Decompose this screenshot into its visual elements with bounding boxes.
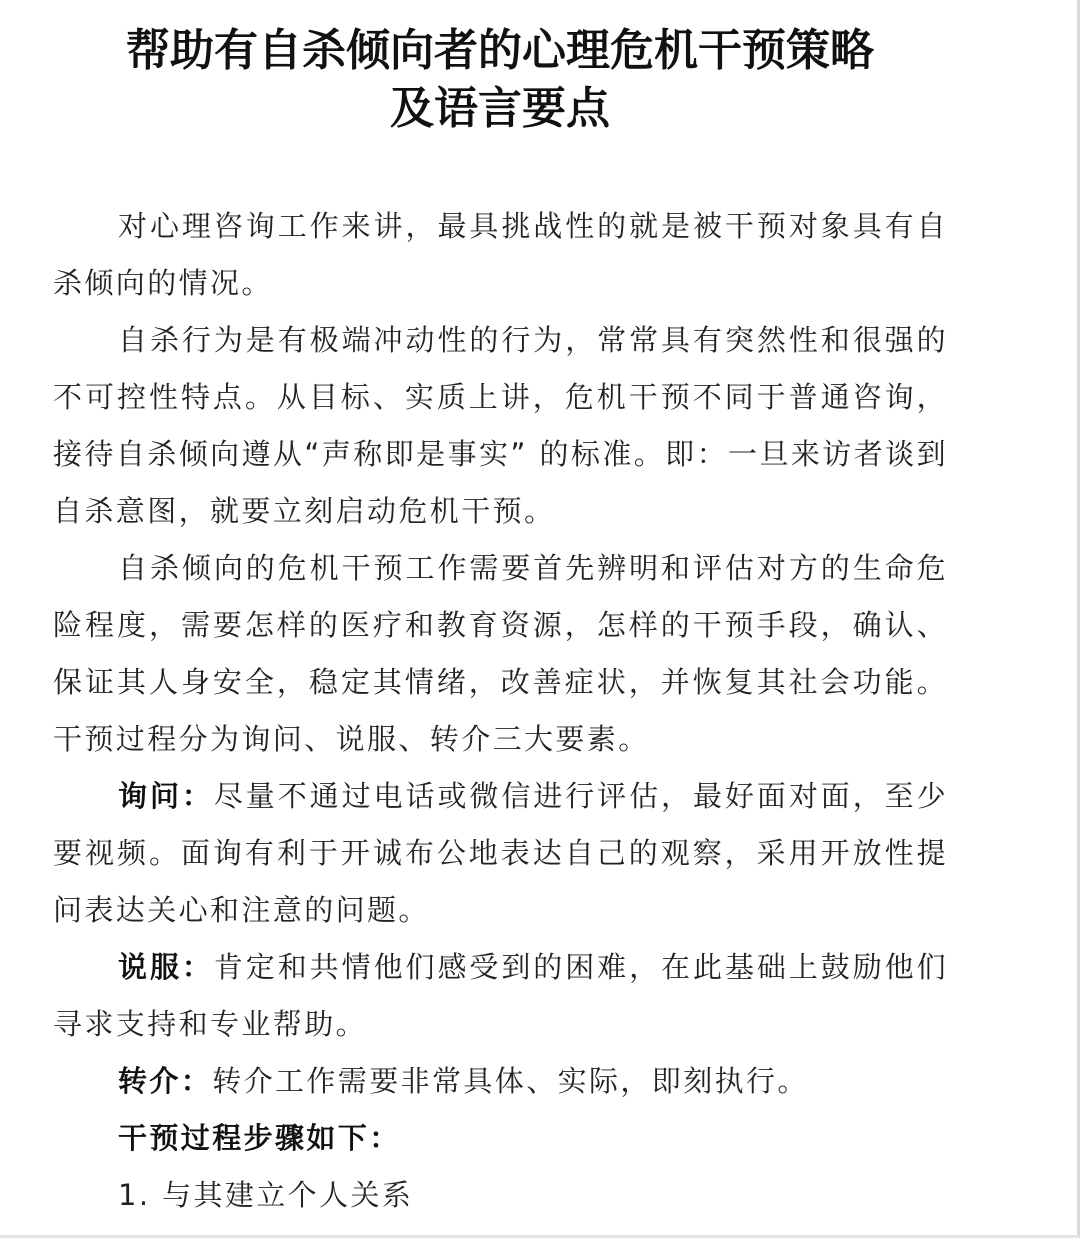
persuasion-label: 说服：: [118, 950, 214, 984]
element-persuasion: [53, 939, 948, 1053]
page-title: [0, 22, 1000, 138]
document-body: [53, 198, 948, 1224]
paragraph-suicide-behavior: 自杀行为是有极端冲动性的行为，常常具有突然性和很强的不可控性特点。从目标、实质上讲，危机干预不同于普通咨询，接待自杀倾向遵从“声称即是事实” 的标准。即：一旦来访者谈到自杀意图，就要立刻启动危机干预。: [53, 323, 948, 528]
element-inquiry: [53, 768, 948, 939]
paragraph-intervention-work: 自杀倾向的危机干预工作需要首先辨明和评估对方的生命危险程度，需要怎样的医疗和教育资源，怎样的干预手段，确认、保证其人身安全，稳定其情绪，改善症状，并恢复其社会功能。干预过程分为询问、说服、转介三大要素。: [53, 551, 948, 756]
title-line-1: 帮助有自杀倾向者的心理危机干预策略: [126, 25, 874, 76]
referral-text: 转介工作需要非常具体、实际，即刻执行。: [212, 1064, 809, 1098]
element-referral: [53, 1053, 948, 1110]
step-item-1: 1. 与其建立个人关系: [118, 1178, 414, 1212]
steps-heading-text: 干预过程步骤如下：: [118, 1121, 401, 1155]
inquiry-text: 尽量不通过电话或微信进行评估，最好面对面，至少要视频。面询有利于开诚布公地表达自己的观察，采用开放性提问表达关心和注意的问题。: [53, 779, 949, 927]
steps-heading: [53, 1110, 948, 1167]
inquiry-label: 询问：: [118, 779, 214, 813]
paragraph-intro: 对心理咨询工作来讲，最具挑战性的就是被干预对象具有自杀倾向的情况。: [53, 209, 948, 300]
title-line-2: 及语言要点: [390, 83, 610, 134]
referral-label: 转介：: [118, 1064, 213, 1098]
persuasion-text: 肯定和共情他们感受到的困难，在此基础上鼓励他们寻求支持和专业帮助。: [53, 950, 949, 1041]
